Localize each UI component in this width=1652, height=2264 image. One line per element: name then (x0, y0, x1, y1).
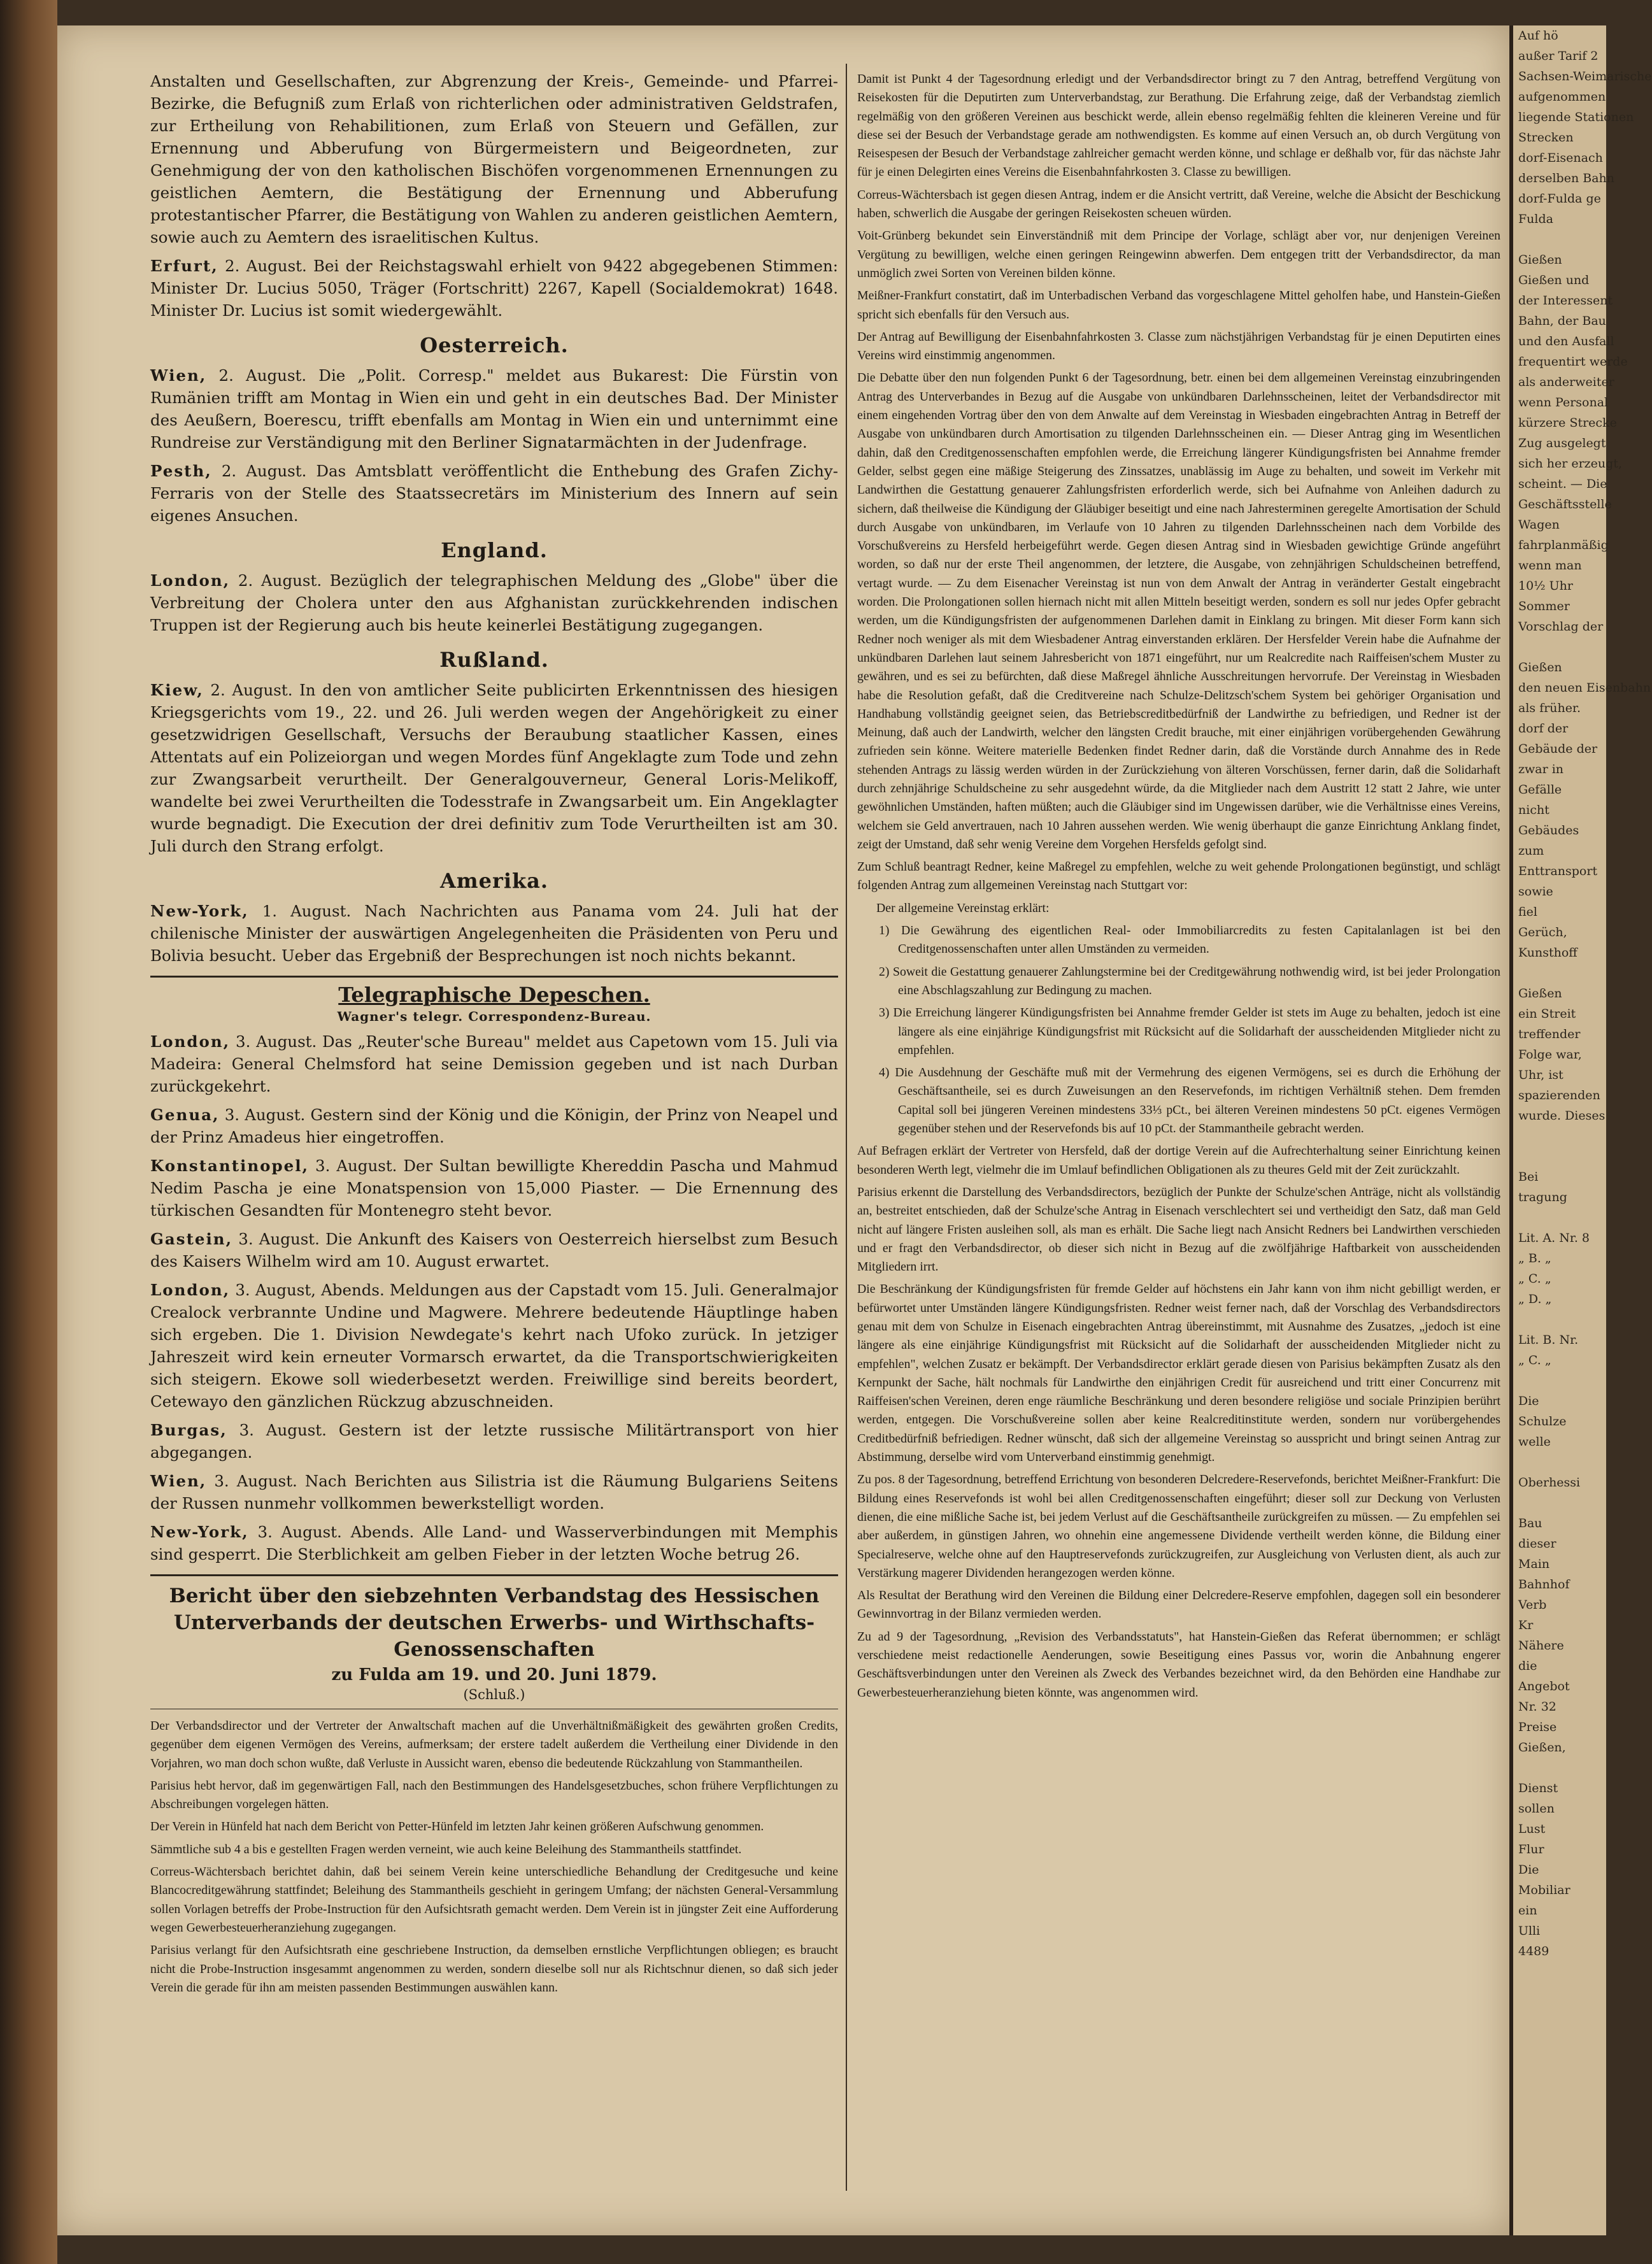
adjacent-page-line: Main (1518, 1557, 1550, 1571)
adjacent-page-line: Mobiliar (1518, 1883, 1570, 1897)
telegram (150, 1104, 838, 1148)
adjacent-page-line: sich her erzeugt, (1518, 457, 1623, 471)
adjacent-page-line (1513, 1452, 1606, 1472)
adjacent-page-line: den neuen Eisenbahn (1518, 681, 1651, 695)
dateline-place: Genua, (150, 1106, 220, 1124)
dateline-place: London, (150, 1281, 231, 1299)
report-continuation-note: (Schluß.) (463, 1687, 525, 1702)
adjacent-page-line (1513, 637, 1606, 657)
adjacent-page-line: derselben Bahn (1518, 171, 1615, 185)
telegram (150, 1030, 838, 1097)
dateline-place: Wien, (150, 1472, 207, 1490)
telegram-text: 3. August. Gestern sind der König und die Königin, der Prinz von Neapel und der Prinz Amadeus hier eingetroffen. (150, 1106, 838, 1146)
report-paragraph: Voit-Grünberg bekundet sein Einverständniß mit dem Principe der Vorlage, schlägt aber vor, nur denjenigen Vereinen Vergütung zu bewilligen, welche einen geringen Reingewinn abwerfen. Dem entgegen tritt der Verbandsdirector, da man unmöglich zwei Sorten von Vereinen bilden könne. (857, 229, 1500, 280)
adjacent-page-line: Gießen, (1518, 1741, 1566, 1755)
adjacent-page-line: dieser (1518, 1537, 1556, 1551)
adjacent-page-line: sowie (1518, 885, 1553, 899)
telegram-text: 3. August. Der Sultan bewilligte Khereddin Pascha und Mahmud Nedim Pascha je eine Monatspension von 15,000 Piaster. — Die Ernennung des türkischen Gesandten für Montenegro steht bevor. (150, 1157, 838, 1220)
report-text: 2. August. Die „Polit. Corresp." meldet aus Bukarest: Die Fürstin von Rumänien trifft am Montag in Wien ein und geht in ein deutsches Bad. Der Minister des Aeußern, Boerescu, trifft ebenfalls am Montag in Wien ein und unternimmt eine Rundreise zur Verständigung mit den Berliner Signatarmächten in der Judenfrage. (150, 366, 838, 452)
adjacent-page-line: Gefälle (1518, 783, 1562, 797)
dateline-place: London, (150, 1032, 231, 1051)
adjacent-page-line: Lust (1518, 1822, 1546, 1836)
report-paragraph: Zu pos. 8 der Tagesordnung, betreffend Errichtung von besonderen Delcredere-Reservefonds, berichtet Meißner-Frankfurt: Die Bildung eines Reservefonds ist wohl bei allen Creditgenossenschaften eingeführt; dieser soll zur Deckung von Verlusten dienen, die eine mißliche Sache ist, bei jedem Verlust auf die Geschäftsantheile zurückgreifen zu müssen. — Zu empfehlen sei aber außerdem, in günstigen Jahren, wo ohnehin eine angemessene Dividende vertheilt werden könne, die Bildung einer Specialreserve, welche ohne auf den Hauptreservefonds zurückzugreifen, zur Ausgleichung von Verlusten dient, als auch zur Verstärkung magerer Dividenden herangezogen werden könne. (857, 1472, 1500, 1580)
report-paragraph: Die Debatte über den nun folgenden Punkt 6 der Tagesordnung, betr. einen bei dem allgemeinen Vereinstag einzubringenden Antrag des Unterverbandes in Bezug auf die Ausgabe von unkündbaren Darlehnsscheinen, leitet der Verbandsdirector mit einem eingehenden Vortrag über den von dem Anwalte auf dem Vereinstag in Wiesbaden eingebrachten Antrag in Betreff der Ausgabe von unkündbaren durch Amortisation zu tilgenden Darlehnsscheinen ein. — Dieser Antrag ging im Wesentlichen dahin, daß den Creditgenossenschaften empfohlen werde, die Erreichung längerer Kündigungsfristen bei Annahme fremder Gelder, selbst gegen eine mäßige Steigerung des Zinssatzes, unablässig im Auge zu behalten, und soweit im Verkehr mit Landwirthen die Gestattung genauerer Zahlungsfristen erforderlich werde, sich bei Aufnahme von Anleihen dadurch zu sichern, daß theilweise die Kündigung der Gläubiger beseitigt und eine nach Jahresterminen geregelte Amortisation der Schuld durch Ausgabe von unkündbaren, im Verlaufe von 10 Jahren zu tilgenden Darlehnsscheinen nach dem Vorbilde des Vorschußvereins zu Hersfeld herbeigeführt werde. Gegen diesen Antrag sind in Wiesbaden gewichtige Gründe angeführt worden, so daß nur der erste Theil angenommen, der letztere, die Ausgabe, von zehnjährigen Schuldscheinen betreffend, vertagt wurde. — Zu dem Eisenacher Vereinstag ist nun von dem Anwalt der Antrag in veränderter Gestalt eingebracht worden. Die Prolongationen sollen hiernach nicht mit allen Mitteln beseitigt werden, sondern es soll nur jedes Opfer gebracht werden, um die Kündigungsfristen der aufgenommenen Darlehen damit in Einklang zu bringen. Mit dieser Form kann sich Redner noch weniger als mit dem Wiesbadener Antrag einverstanden erklären. Der Hersfelder Verein habe die Aufnahme der unkündbaren Darlehen laut seinem Jahresbericht von 1871 eingeführt, nur um Realcredite nach Raiffeisen'schem Muster zu gewähren, und es sei zu befürchten, daß diese Maßregel ähnliche Ausschreitungen hervorrufe. Der Vereinstag in Wiesbaden habe die Resolution gefaßt, daß die Creditvereine nach Schulze-Delitzsch'schem System bei gehöriger Organisation und Handhabung vollständig geeignet seien, das Betriebscreditbedürfniß der Landwirthe zu befriedigen, und Redner ist der Meinung, daß auch der Landwirth, welcher den längsten Credit brauche, mit einer einjährigen vorübergehenden Gewährung zufrieden sein könne. Weitere materielle Bedenken findet Redner darin, daß die Vorstände durch Annahme des in Rede stehenden Antrags zu lässig werden würden in der Zurückziehung von älteren Vorschüssen, ferner darin, daß die Solidarhaft durch zehnjährige Schuldscheine zu sehr ausgedehnt würde, da die Mitglieder nach dem Austritt 12 statt 2 Jahre, wie unter gewöhnlichen Umständen, haften müßten; auch die Gläubiger sind im Ungewissen darüber, wie die Verhältnisse eines Vereins, welchem sie Geld anvertrauen, nach 10 Jahren aussehen werden. Wie wenig überhaupt die ganze Einrichtung Anklang findet, zeigt der Umstand, daß sehr wenig Vereine dem Vorgehen Hersfelds gefolgt sind. (857, 371, 1500, 851)
adjacent-page-line: Gebäudes (1518, 823, 1579, 837)
report-paragraph: Parisius verlangt für den Aufsichtsrath eine geschriebene Instruction, da demselben ernstliche Verpflichtungen obliegen; es braucht nicht die Probe-Instruction insgesammt angenommen zu werden, sondern dieselbe soll nur als Richtschnur dienen, so daß sich jeder Verein die gerade für ihn am meisten passenden Bestimmungen auswählen kann. (150, 1943, 838, 1995)
report-paragraph: Meißner-Frankfurt constatirt, daß im Unterbadischen Verband das vorgeschlagene Mittel geholfen habe, und Hanstein-Gießen spricht sich ebenfalls für den Versuch aus. (857, 288, 1500, 322)
adjacent-page-line: Preise (1518, 1720, 1557, 1734)
report-paragraph: Auf Befragen erklärt der Vertreter von Hersfeld, daß der dortige Verein auf die Aufrechterhaltung seiner Einrichtung keinen besonderen Werth legt, vielmehr die im Umlauf befindlichen Obligationen als zu theures Geld mit der Zeit zurückzahlt. (857, 1144, 1500, 1177)
adjacent-page-line: „ C. „ (1518, 1272, 1551, 1286)
adjacent-page-line: Lit. A. Nr. 8 (1518, 1231, 1590, 1245)
adjacent-page-line: Wagen (1518, 518, 1560, 532)
adjacent-page-line: „ C. „ (1518, 1353, 1551, 1367)
adjacent-page-line: Enttransport (1518, 864, 1598, 878)
report-paragraph: Parisius hebt hervor, daß im gegenwärtigen Fall, nach den Bestimmungen des Handelsgesetzbuches, schon frühere Verpflichtungen zu Abschreibungen vorgelegen hätten. (150, 1778, 838, 1812)
adjacent-page-line: außer Tarif 2 (1518, 49, 1599, 63)
dateline-place: New-York, (150, 1523, 249, 1541)
report-paragraph: Sämmtliche sub 4 a bis e gestellten Fragen werden verneint, wie auch keine Beleihung des Stammantheils stattfindet. (150, 1842, 742, 1856)
telegram (150, 1470, 838, 1514)
report-text: 2. August. Bei der Reichstagswahl erhielt von 9422 abgegebenen Stimmen: Minister Dr. Lucius 5050, Träger (Fortschritt) 2267, Kapell (Socialdemokrat) 1648. Minister Dr. Lucius ist somit wiedergewählt. (150, 257, 838, 320)
adjacent-page-line: Fulda (1518, 212, 1553, 226)
adjacent-page-line: Ulli (1518, 1924, 1541, 1938)
book-binding (0, 0, 57, 2264)
telegram-text: 3. August. Gestern ist der letzte russische Militärtransport von hier abgegangen. (150, 1421, 839, 1462)
adjacent-page-line: Flur (1518, 1842, 1544, 1856)
report-paragraph: Der Antrag auf Bewilligung der Eisenbahnfahrkosten 3. Classe zum nächstjährigen Verbandstag für je einen Deputirten eines Vereins wird einstimmig angenommen. (857, 329, 1500, 363)
adjacent-page-line: kürzere Strecke (1518, 416, 1617, 430)
adjacent-page-line: Verb (1518, 1598, 1547, 1612)
telegram (150, 1419, 838, 1463)
adjacent-page-line: Die (1518, 1394, 1539, 1408)
erfurt-report (150, 255, 838, 322)
dateline-place: Pesth, (150, 462, 212, 480)
adjacent-page-line: sollen (1518, 1802, 1555, 1816)
adjacent-page-line (1513, 1493, 1606, 1513)
dateline-place: Wien, (150, 366, 207, 385)
telegram-text: 3. August. Das „Reuter'sche Bureau" meldet aus Capetown vom 15. Juli via Madeira: General Chelmsford hat seine Demission gegeben und ist nach Durban zurückgekehrt. (150, 1032, 838, 1095)
adjacent-page-line: zwar in (1518, 762, 1564, 776)
pesth-report (150, 460, 838, 527)
intro-paragraph: Anstalten und Gesellschaften, zur Abgrenzung der Kreis-, Gemeinde- und Pfarrei-Bezirke, die Befugniß zum Erlaß von richterlichen oder administrativen Geldstrafen, zur Ertheilung von Rehabilitionen, zum Erlaß von Steuern und Gefällen, zur Ernennung und Abberufung von Bürgermeistern und Beigeordneten, zur Genehmigung der von den katholischen Bischöfen vorgenommenen Ernennungen zu geistlichen Aemtern, die Bestätigung der Ernennung und Abberufung protestantischer Pfarrer, die Bestätigung von Wahlen zu anderen geistlichen Aemtern, sowie auch zu Aemtern des israelitischen Kultus. (150, 72, 838, 246)
telegram (150, 1279, 838, 1413)
report-text: 1. August. Nach Nachrichten aus Panama vom 24. Juli hat der chilenische Minister der auswärtigen Angelegenheiten die Präsidenten von Peru und Bolivia besucht. Ueber das Ergebniß der Besprechungen ist noch nichts bekannt. (150, 902, 839, 965)
report-paragraph: Der Verein in Hünfeld hat nach dem Bericht von Petter-Hünfeld im letzten Jahr keinen größeren Aufschwung genommen. (150, 1819, 764, 1834)
adjacent-page-line (1513, 1371, 1606, 1391)
adjacent-page-line: „ D. „ (1518, 1292, 1552, 1306)
adjacent-page-line: Folge war, (1518, 1048, 1582, 1062)
adjacent-page-line: Geschäftsstelle (1518, 497, 1612, 511)
newyork-report (150, 900, 838, 967)
resolution-item: 2) Soweit die Gestattung genauerer Zahlungstermine bei der Creditgewährung nothwendig wird, ist bei jeder Prolongation eine Abschlagszahlung zur Bedingung zu machen. (879, 964, 1500, 997)
adjacent-page-line: Dienst (1518, 1781, 1558, 1795)
adjacent-page-line: Gießen (1518, 253, 1562, 267)
adjacent-page-line: Zug ausgelegt (1518, 436, 1606, 450)
telegrams-bureau: Wagner's telegr. Correspondenz-Bureau. (337, 1009, 652, 1024)
adjacent-page-edge (1509, 25, 1652, 2235)
adjacent-page-line: Vorschlag der (1518, 620, 1604, 634)
adjacent-page-line: dorf-Fulda ge (1518, 192, 1601, 206)
adjacent-page-line: Kunsthoff (1518, 946, 1577, 960)
adjacent-page-line: Bau (1518, 1516, 1542, 1530)
telegram-text: 3. August. Nach Berichten aus Silistria ist die Räumung Bulgariens Seitens der Russen nunmehr vollkommen bewerkstelligt worden. (150, 1472, 839, 1513)
adjacent-page-line: Gebäude der (1518, 742, 1598, 756)
adjacent-page-line: aufgenommen (1518, 90, 1606, 104)
adjacent-page-line: als früher. (1518, 701, 1581, 715)
london-report (150, 569, 838, 636)
report-heading: Bericht über den siebzehnten Verbandstag des Hessischen Unterverbands der deutschen Erwerbs- und Wirthschafts-Genossenschaften (169, 1584, 820, 1661)
telegram-text: 3. August, Abends. Meldungen aus der Capstadt vom 15. Juli. Generalmajor Crealock verbrannte Undine und Magwere. Mehrere bedeutende Häuptlinge haben sich ergeben. Die 1. Division Newdegate's kehrt nach Ufoko zurück. In jetziger Jahreszeit wird kein erneuter Vormarsch erwartet, da die Transportschwierigkeiten sich steigern. Ekowe soll wiederbesetzt werden. Freiwillige sind bereits beordert, Cetewayo den gänzlichen Rückzug abzuschneiden. (150, 1281, 839, 1411)
adjacent-page-line (1513, 1146, 1606, 1167)
adjacent-page-line: Schulze (1518, 1414, 1567, 1428)
adjacent-page-line: scheint. — Die (1518, 477, 1607, 491)
section-divider (150, 1574, 838, 1576)
right-column (857, 70, 1500, 2191)
adjacent-page-line: Bahnhof (1518, 1577, 1570, 1591)
dateline-place: New-York, (150, 902, 249, 920)
adjacent-page-line: 4489 (1518, 1944, 1549, 1958)
report-paragraph: Correus-Wächtersbach ist gegen diesen Antrag, indem er die Ansicht vertritt, daß Vereine, welche die Absicht der Beschickung haben, schwerlich die Ausgabe der geringen Reisekosten scheuen würden. (857, 187, 1500, 221)
report-text: 2. August. In den von amtlicher Seite publicirten Erkenntnissen des hiesigen Kriegsgerichts vom 19., 22. und 26. Juli werden wegen der Angehörigkeit zu einer gesetzwidrigen Gesellschaft, Versuchs der Beraubung staatlicher Kassen, eines Attentats auf ein Polizeiorgan und wegen Mordes fünf Angeklagte zum Tode und zehn zur Zwangsarbeit verurtheilt. Der Generalgouverneur, General Loris-Melikoff, wandelte bei zwei Verurtheilten die Todesstrafe in Zwangsarbeit um. Ein Angeklagter wurde begnadigt. Die Execution der drei definitiv zum Tode Verurtheilten ist am 30. Juli durch den Strang erfolgt. (150, 681, 838, 855)
telegram (150, 1228, 838, 1272)
kiew-report (150, 679, 838, 857)
adjacent-page-line: welle (1518, 1435, 1551, 1449)
adjacent-page-line: Gießen und (1518, 273, 1590, 287)
adjacent-page-line: Oberhessi (1518, 1476, 1581, 1490)
adjacent-page-line (1513, 1309, 1606, 1330)
report-paragraph: Parisius erkennt die Darstellung des Verbandsdirectors, bezüglich der Punkte der Schulze'schen Anträge, nicht als vollständig an, bestreitet entschieden, daß der Schulze'sche Antrag in Eisenach verschlechtert sei und vertheidigt den Satz, daß man Geld nicht auf längere Fristen ausleihen soll, als man es erhält. Die Sache liegt nach Ansicht Redners bei Landwirthen verschieden und er fragt den Verbandsdirector, ob dieser sich nicht in Bezug auf die zwölfjährige Haftbarkeit von ausscheidenden Mitgliedern irrt. (857, 1185, 1500, 1274)
report-place-date: zu Fulda am 19. und 20. Juni 1879. (331, 1665, 657, 1684)
adjacent-page-line: die (1518, 1659, 1537, 1673)
adjacent-page-line: Auf hö (1518, 29, 1558, 43)
telegram-text: 3. August. Abends. Alle Land- und Wasserverbindungen mit Memphis sind gesperrt. Die Sterblichkeit am gelben Fieber in der letzten Woche betrug 26. (150, 1523, 838, 1563)
adjacent-page-line: tragung (1518, 1190, 1567, 1204)
adjacent-page-line: der Interessent (1518, 294, 1613, 308)
report-paragraph: Zu ad 9 der Tagesordnung, „Revision des Verbandsstatuts", hat Hanstein-Gießen das Referat übernommen; er schlägt verschiedene meist redactionelle Aenderungen, sowie Beseitigung eines Passus vor, worin die Anbahnung engerer Geschäftsverbindungen unter den Vereinen als Zweck des Verbandes bezeichnet wird, da den Behörden eine Handhabe zur Gewerbesteuerheranziehung bieten könnte, was angenommen wird. (857, 1629, 1500, 1700)
adjacent-page-line (1513, 1207, 1606, 1228)
adjacent-page-line: Sachsen-Weimarische (1518, 69, 1652, 83)
adjacent-page-line: Nähere (1518, 1639, 1564, 1653)
dateline-place: Konstantinopel, (150, 1157, 310, 1175)
dateline-place: Burgas, (150, 1421, 227, 1439)
telegram (150, 1521, 838, 1565)
report-paragraph: Die Beschränkung der Kündigungsfristen für fremde Gelder auf höchstens ein Jahr kann von ihm nicht gebilligt werden, er befürwortet unter Umständen längere Kündigungsfristen. Redner weist ferner nach, daß der Vorschlag des Verbandsdirectors genau mit dem von Schulze in Eisenach eingebrachten Antrag übereinstimmt, mit Ausnahme des Zusatzes, „jedoch ist eine längere als eine einjährige Kündigungsfrist mit Rücksicht auf die Solidarhaft der ausscheidenden Mitglieder nicht zu empfehlen", welchen Zusatz er bekämpft. Der Verbandsdirector erklärt gerade diesen von Parisius bekämpften Zusatz als den Kernpunkt der Sache, hält nochmals für Landwirthe den einjährigen Credit für ausreichend und tritt einer Concurrenz mit Raiffeisen'schen Vereinen, deren enge räumliche Beschränkung und deren besondere religiöse und sociale Prinzipien berührt werden, entgegen. Die Vorschußvereine sollen aber keine Realcreditinstitute werden, sondern nur vorübergehendes Creditbedürfniß befriedigen. Redner wünscht, daß sich der allgemeine Vereinstag so ausspricht und bringt seinen Antrag zur Abstimmung, derselbe wird vom Unterverband einstimmig genehmigt. (857, 1282, 1500, 1465)
left-column (150, 70, 838, 2191)
adjacent-page-line: Uhr, ist (1518, 1068, 1563, 1082)
resolution-item: 4) Die Ausdehnung der Geschäfte muß mit der Vermehrung des eigenen Vermögens, sei es durch die Erhöhung der Geschäftsantheile, sei es durch Zuweisungen an den Reservefonds, im richtigen Verhältniß stehen. Dem fremden Capital soll bei jüngeren Vereinen mindestens 33⅓ pCt., bei älteren Vereinen mindestens 50 pCt. eigenes Vermögen gegenüber stehen und der Reservefonds bis auf 10 pCt. der Stammantheile gebracht werden. (879, 1065, 1500, 1136)
adjacent-page-line: Sommer (1518, 599, 1570, 613)
adjacent-page-line: Die (1518, 1863, 1539, 1877)
adjacent-page-line (1513, 1126, 1606, 1146)
adjacent-page-text (1513, 25, 1652, 1961)
section-heading-amerika: Amerika. (439, 869, 549, 893)
section-heading-england: England. (441, 538, 548, 562)
adjacent-page-line: spazierenden (1518, 1088, 1600, 1102)
resolution-item: 3) Die Erreichung längerer Kündigungsfristen bei Annahme fremder Gelder ist stets im Auge zu behalten, jedoch ist eine längere als eine einjährige Kündigungsfrist mit Rücksicht auf die Solidarhaft der ausscheidenden Mitglieder nicht zu empfehlen. (879, 1006, 1500, 1057)
report-paragraph: Als Resultat der Berathung wird den Vereinen die Bildung einer Delcredere-Reserve empfohlen, dagegen soll ein besonderer Gewinnvortrag in der Bilanz vermieden werden. (857, 1588, 1500, 1621)
dateline-place: Kiew, (150, 681, 204, 699)
report-text: 2. August. Bezüglich der telegraphischen Meldung des „Globe" über die Verbreitung der Cholera unter den aus Afghanistan zurückkehrenden indischen Truppen ist der Regierung auch bis heute keinerlei Bestätigung zugegangen. (150, 571, 838, 634)
adjacent-page-line: Lit. B. Nr. (1518, 1333, 1579, 1347)
adjacent-page-line: wenn Personal (1518, 395, 1609, 409)
telegrams-heading: Telegraphische Depeschen. (338, 983, 650, 1007)
adjacent-page-line: dorf der (1518, 722, 1569, 736)
adjacent-page-line: ein (1518, 1904, 1537, 1918)
adjacent-page-line: Nr. 32 (1518, 1700, 1556, 1714)
adjacent-page-line: Strecken (1518, 131, 1574, 145)
adjacent-page-line: liegende Stationen (1518, 110, 1634, 124)
adjacent-page-line: Bei (1518, 1170, 1539, 1184)
report-paragraph: Correus-Wächtersbach berichtet dahin, daß bei seinem Verein keine unterschiedliche Behandlung der Creditgesuche und keine Blancocreditgewährung stattfindet; Beleihung des Stammantheils geschieht in geringem Umfang; der nächsten General-Versammlung sollen Vorlagen betreffs der Probe-Instruction für den Aufsichtsrath gemacht werden. Dem Verein ist in jüngster Zeit eine Aufforderung wegen Gewerbesteuerheranziehung zugegangen. (150, 1865, 838, 1935)
report-text: 2. August. Das Amtsblatt veröffentlicht die Enthebung des Grafen Zichy-Ferraris von der Stelle des Staatssecretärs im Ministerium des Innern auf sein eigenes Ansuchen. (150, 462, 838, 525)
adjacent-page-line (1513, 229, 1606, 250)
adjacent-page-line: Bahn, der Bau (1518, 314, 1606, 328)
wien-report (150, 364, 838, 453)
adjacent-page-line: zum (1518, 844, 1544, 858)
adjacent-page-line: und den Ausfall (1518, 334, 1614, 348)
adjacent-page-line: Gerüch, (1518, 925, 1567, 939)
dateline-place: London, (150, 571, 231, 590)
adjacent-page-line: wurde. Dieses (1518, 1109, 1606, 1123)
column-rule (846, 64, 847, 2191)
section-divider (150, 976, 838, 978)
telegram (150, 1155, 838, 1221)
adjacent-page-line: fahrplanmäßig (1518, 538, 1609, 552)
adjacent-page-line: 10½ Uhr (1518, 579, 1573, 593)
adjacent-page-line: nicht (1518, 803, 1549, 817)
section-heading-russland: Rußland. (439, 648, 549, 672)
adjacent-page-line: fiel (1518, 905, 1537, 919)
adjacent-page-line: treffender (1518, 1027, 1581, 1041)
adjacent-page-line: wenn man (1518, 559, 1582, 573)
report-paragraph: Zum Schluß beantragt Redner, keine Maßregel zu empfehlen, welche zu weit gehende Prolongationen begünstigt, und schlägt folgenden Antrag zum allgemeinen Vereinstag nach Stuttgart vor: (857, 860, 1500, 893)
adjacent-page-line: Gießen (1518, 660, 1562, 674)
newspaper-page (57, 25, 1509, 2235)
adjacent-page-line: Angebot (1518, 1679, 1570, 1693)
telegram-text: 3. August. Die Ankunft des Kaisers von Oesterreich hierselbst zum Besuch des Kaisers Wilhelm wird am 10. August erwartet. (150, 1230, 838, 1271)
adjacent-page-line: Gießen (1518, 986, 1562, 1000)
adjacent-page-line (1513, 963, 1606, 983)
adjacent-page-line: ein Streit (1518, 1007, 1576, 1021)
resolution-intro: Der allgemeine Vereinstag erklärt: (876, 901, 1050, 915)
report-paragraph: Der Verbandsdirector und der Vertreter der Anwaltschaft machen auf die Unverhältnißmäßigkeit des gewährten großen Credits, gegenüber dem eigenen Vermögen des Vereins, aufmerksam; der erstere tadelt außerdem die Vertheilung einer Dividende in den Vorjahren, wo man doch schon wußte, daß Verluste in Aussicht waren, ebenso die bedeutende Rückzahlung von Stammantheilen. (150, 1719, 838, 1770)
dateline-place: Gastein, (150, 1230, 233, 1248)
report-paragraph: Damit ist Punkt 4 der Tagesordnung erledigt und der Verbandsdirector bringt zu 7 den Antrag, betreffend Vergütung von Reisekosten für die Deputirten zum Unterverbandstag, zur Berathung. Die Erfahrung zeige, daß der Verbandstag ziemlich regelmäßig von den größeren Vereinen aus beschickt werde, allein ebenso regelmäßig fehlten die kleineren Vereine und für diese sei der Besuch der Verbandstage gerade am nothwendigsten. Es komme auf einen Versuch an, ob durch Vergütung von Reisespesen der Besuch der Verbandstage zahlreicher gemacht werden könne, und schlage er deßhalb vor, für das nächste Jahr für je einen Delegirten eines Vereins die Eisenbahnfahrkosten 3. Classe zu bewilligen. (857, 72, 1500, 180)
adjacent-page-line: frequentirt werde (1518, 355, 1628, 369)
resolution-item: 1) Die Gewährung des eigentlichen Real- oder Immobiliarcredits zu festen Capitalanlagen ist bei den Creditgenossenschaften unter allen Umständen zu vermeiden. (879, 923, 1500, 957)
adjacent-page-line: dorf-Eisenach (1518, 151, 1603, 165)
section-heading-oesterreich: Oesterreich. (420, 333, 569, 357)
dateline-place: Erfurt, (150, 257, 218, 275)
adjacent-page-line: Kr (1518, 1618, 1534, 1632)
adjacent-page-line (1513, 1758, 1606, 1778)
adjacent-page-line: „ B. „ (1518, 1251, 1551, 1265)
adjacent-page-line: als anderweiter (1518, 375, 1614, 389)
